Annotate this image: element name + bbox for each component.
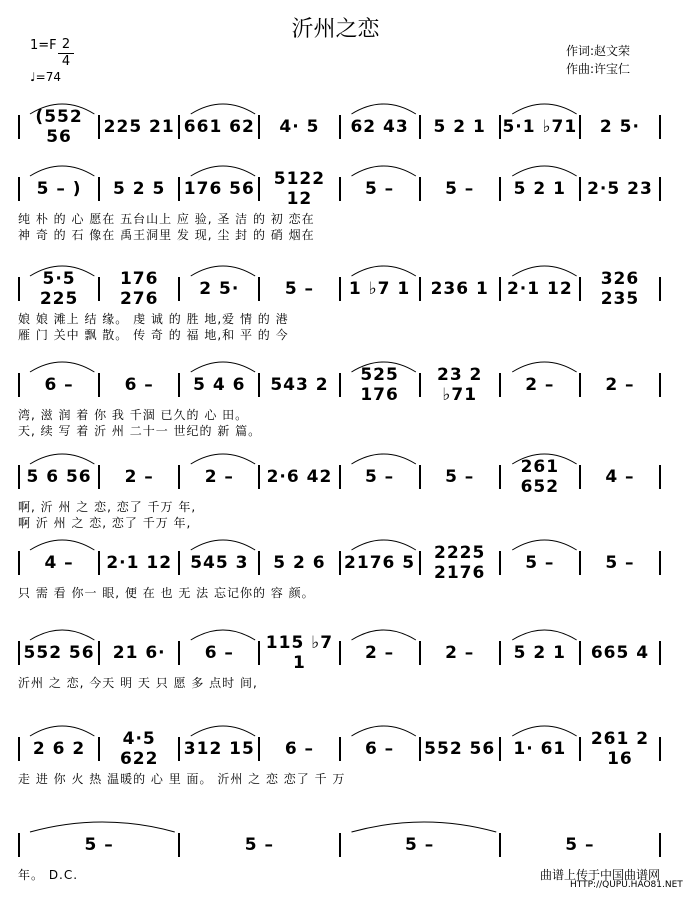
- measure: 1· 61: [513, 739, 567, 759]
- measure: 2 5·: [199, 279, 240, 299]
- measure: 5 6 56: [26, 467, 92, 487]
- lyricist-credit: 作词:赵文荣: [566, 44, 631, 58]
- measure: 2225 2176: [434, 543, 486, 583]
- measure: 5·1 ♭71: [502, 117, 578, 137]
- composer-credit: 作曲:许宝仁: [566, 62, 631, 76]
- barline: [659, 833, 661, 857]
- staff-row: [0, 152, 671, 264]
- time-signature: [58, 38, 74, 69]
- lyric-line: 沂州 之 恋, 今天 明 天 只 愿 多 点时 间,: [18, 676, 258, 690]
- measure: 5 –: [605, 553, 635, 573]
- measure: 261 652: [520, 457, 560, 497]
- measure: 225 21: [103, 117, 175, 137]
- measure: 5 2 5: [113, 179, 166, 199]
- barline: [659, 737, 661, 761]
- measure: 1 ♭7 1: [348, 279, 411, 299]
- measure: 2 –: [525, 375, 555, 395]
- measure: 5 –: [84, 835, 114, 855]
- measure: 5 2 1: [433, 117, 486, 137]
- measure: 5 –: [244, 835, 274, 855]
- measure: 4·5 622: [119, 729, 159, 769]
- notes-line: [18, 269, 661, 309]
- notes-line: [18, 107, 661, 147]
- measure: 5122 12: [273, 169, 326, 209]
- measure: 5 – ): [36, 179, 82, 199]
- measure: 236 1: [430, 279, 489, 299]
- lyric-line: 啊 沂 州 之 恋, 恋了 千万 年,: [18, 516, 192, 530]
- measure: 2 –: [445, 643, 475, 663]
- measure: 552 56: [424, 739, 496, 759]
- site-watermark: 曲谱上传于中国曲谱网: [540, 868, 661, 882]
- measure: 5 4 6: [193, 375, 246, 395]
- measure: 5·5 225: [39, 269, 79, 309]
- lyric-line: 啊, 沂 州 之 恋, 恋了 千万 年,: [18, 500, 197, 514]
- measure: 2·6 42: [266, 467, 333, 487]
- measure: 312 15: [183, 739, 255, 759]
- notes-line: [18, 729, 661, 769]
- measure: 6 –: [204, 643, 234, 663]
- notes-line: [18, 169, 661, 209]
- measure: 661 62: [183, 117, 255, 137]
- measure: 525 176: [360, 365, 399, 405]
- lyric-line: 娘 娘 滩上 结 缘。 虔 诚 的 胜 地,爱 情 的 港: [18, 312, 289, 326]
- measure: 6 –: [284, 739, 315, 759]
- measure: 6 –: [124, 375, 154, 395]
- measure: 5 –: [364, 179, 395, 199]
- lyric-line: 天, 续 写 着 沂 州 二十一 世纪的 新 篇。: [18, 424, 262, 438]
- notes-line: [18, 543, 661, 583]
- measure: 2·1 12: [506, 279, 573, 299]
- measure: 4 –: [44, 553, 74, 573]
- measure: 5 2 6: [273, 553, 326, 573]
- lyric-line: 只 需 看 你一 眼, 便 在 也 无 法 忘记你的 容 颜。: [18, 586, 315, 600]
- measure: 2176 5: [344, 553, 416, 573]
- measure: 115 ♭7 1: [265, 633, 334, 673]
- measure: 552 56: [23, 643, 95, 663]
- site-url: HTTP://QUPU.HAO81.NET: [570, 880, 683, 890]
- time-sig-top: 2: [61, 37, 71, 52]
- measure: 326 235: [600, 269, 640, 309]
- measure: 2 5·: [599, 117, 640, 137]
- measure: 5 –: [445, 467, 475, 487]
- key-signature: 1=F: [30, 38, 57, 53]
- staff-row: [0, 808, 671, 920]
- measure: 4 –: [605, 467, 635, 487]
- measure: 5 –: [525, 553, 555, 573]
- measure: 5 –: [405, 835, 435, 855]
- measure: 5 –: [445, 179, 475, 199]
- measure: 543 2: [270, 375, 329, 395]
- notes-line: [18, 365, 661, 405]
- measure: 5 –: [284, 279, 315, 299]
- barline: [659, 177, 661, 201]
- measure: 5 –: [565, 835, 595, 855]
- measure: 2 –: [364, 643, 395, 663]
- measure: (552 56: [35, 107, 83, 147]
- notes-line: [18, 633, 661, 673]
- measure: 2 6 2: [32, 739, 86, 759]
- page-title: 沂州之恋: [291, 17, 380, 42]
- lyric-line: 雁 门 关中 飘 散。 传 奇 的 福 地,和 平 的 今: [18, 328, 289, 342]
- measure: 23 2 ♭71: [436, 365, 483, 405]
- lyric-line: 湾, 滋 润 着 你 我 千涸 已久的 心 田。: [18, 408, 249, 422]
- measure: 5 –: [364, 467, 395, 487]
- lyric-line: 走 进 你 火 热 温暖的 心 里 面。 沂州 之 恋 恋了 千 万: [18, 772, 346, 786]
- lyric-line: 年。 D.C.: [18, 868, 79, 882]
- measure: 176 56: [183, 179, 255, 199]
- measure: 2·1 12: [106, 553, 173, 573]
- measure: 5 2 1: [513, 643, 566, 663]
- barline: [659, 115, 661, 139]
- barline: [659, 641, 661, 665]
- barline: [659, 373, 661, 397]
- measure: 665 4: [590, 643, 650, 663]
- measure: 6 –: [364, 739, 395, 759]
- measure: 21 6·: [112, 643, 166, 663]
- measure: 545 3: [190, 553, 249, 573]
- notes-line: [18, 830, 661, 860]
- measure: 176 276: [119, 269, 159, 309]
- time-sig-bottom: 4: [61, 54, 71, 69]
- measure: 2 –: [605, 375, 635, 395]
- measure: 2 –: [124, 467, 154, 487]
- measure: 5 2 1: [513, 179, 566, 199]
- barline: [659, 277, 661, 301]
- tempo-marking: ♩=74: [30, 70, 61, 84]
- lyric-line: 纯 朴 的 心 愿在 五台山上 应 验, 圣 洁 的 初 恋在: [18, 212, 315, 226]
- measure: 62 43: [350, 117, 409, 137]
- barline: [659, 465, 661, 489]
- barline: [659, 551, 661, 575]
- measure: 6 –: [44, 375, 74, 395]
- measure: 261 2 16: [590, 729, 650, 769]
- notes-line: [18, 457, 661, 497]
- lyric-line: 神 奇 的 石 像在 禹王洞里 发 现, 尘 封 的 硝 烟在: [18, 228, 315, 242]
- measure: 4· 5: [279, 117, 320, 137]
- measure: 2 –: [204, 467, 234, 487]
- measure: 2·5 23: [587, 179, 653, 199]
